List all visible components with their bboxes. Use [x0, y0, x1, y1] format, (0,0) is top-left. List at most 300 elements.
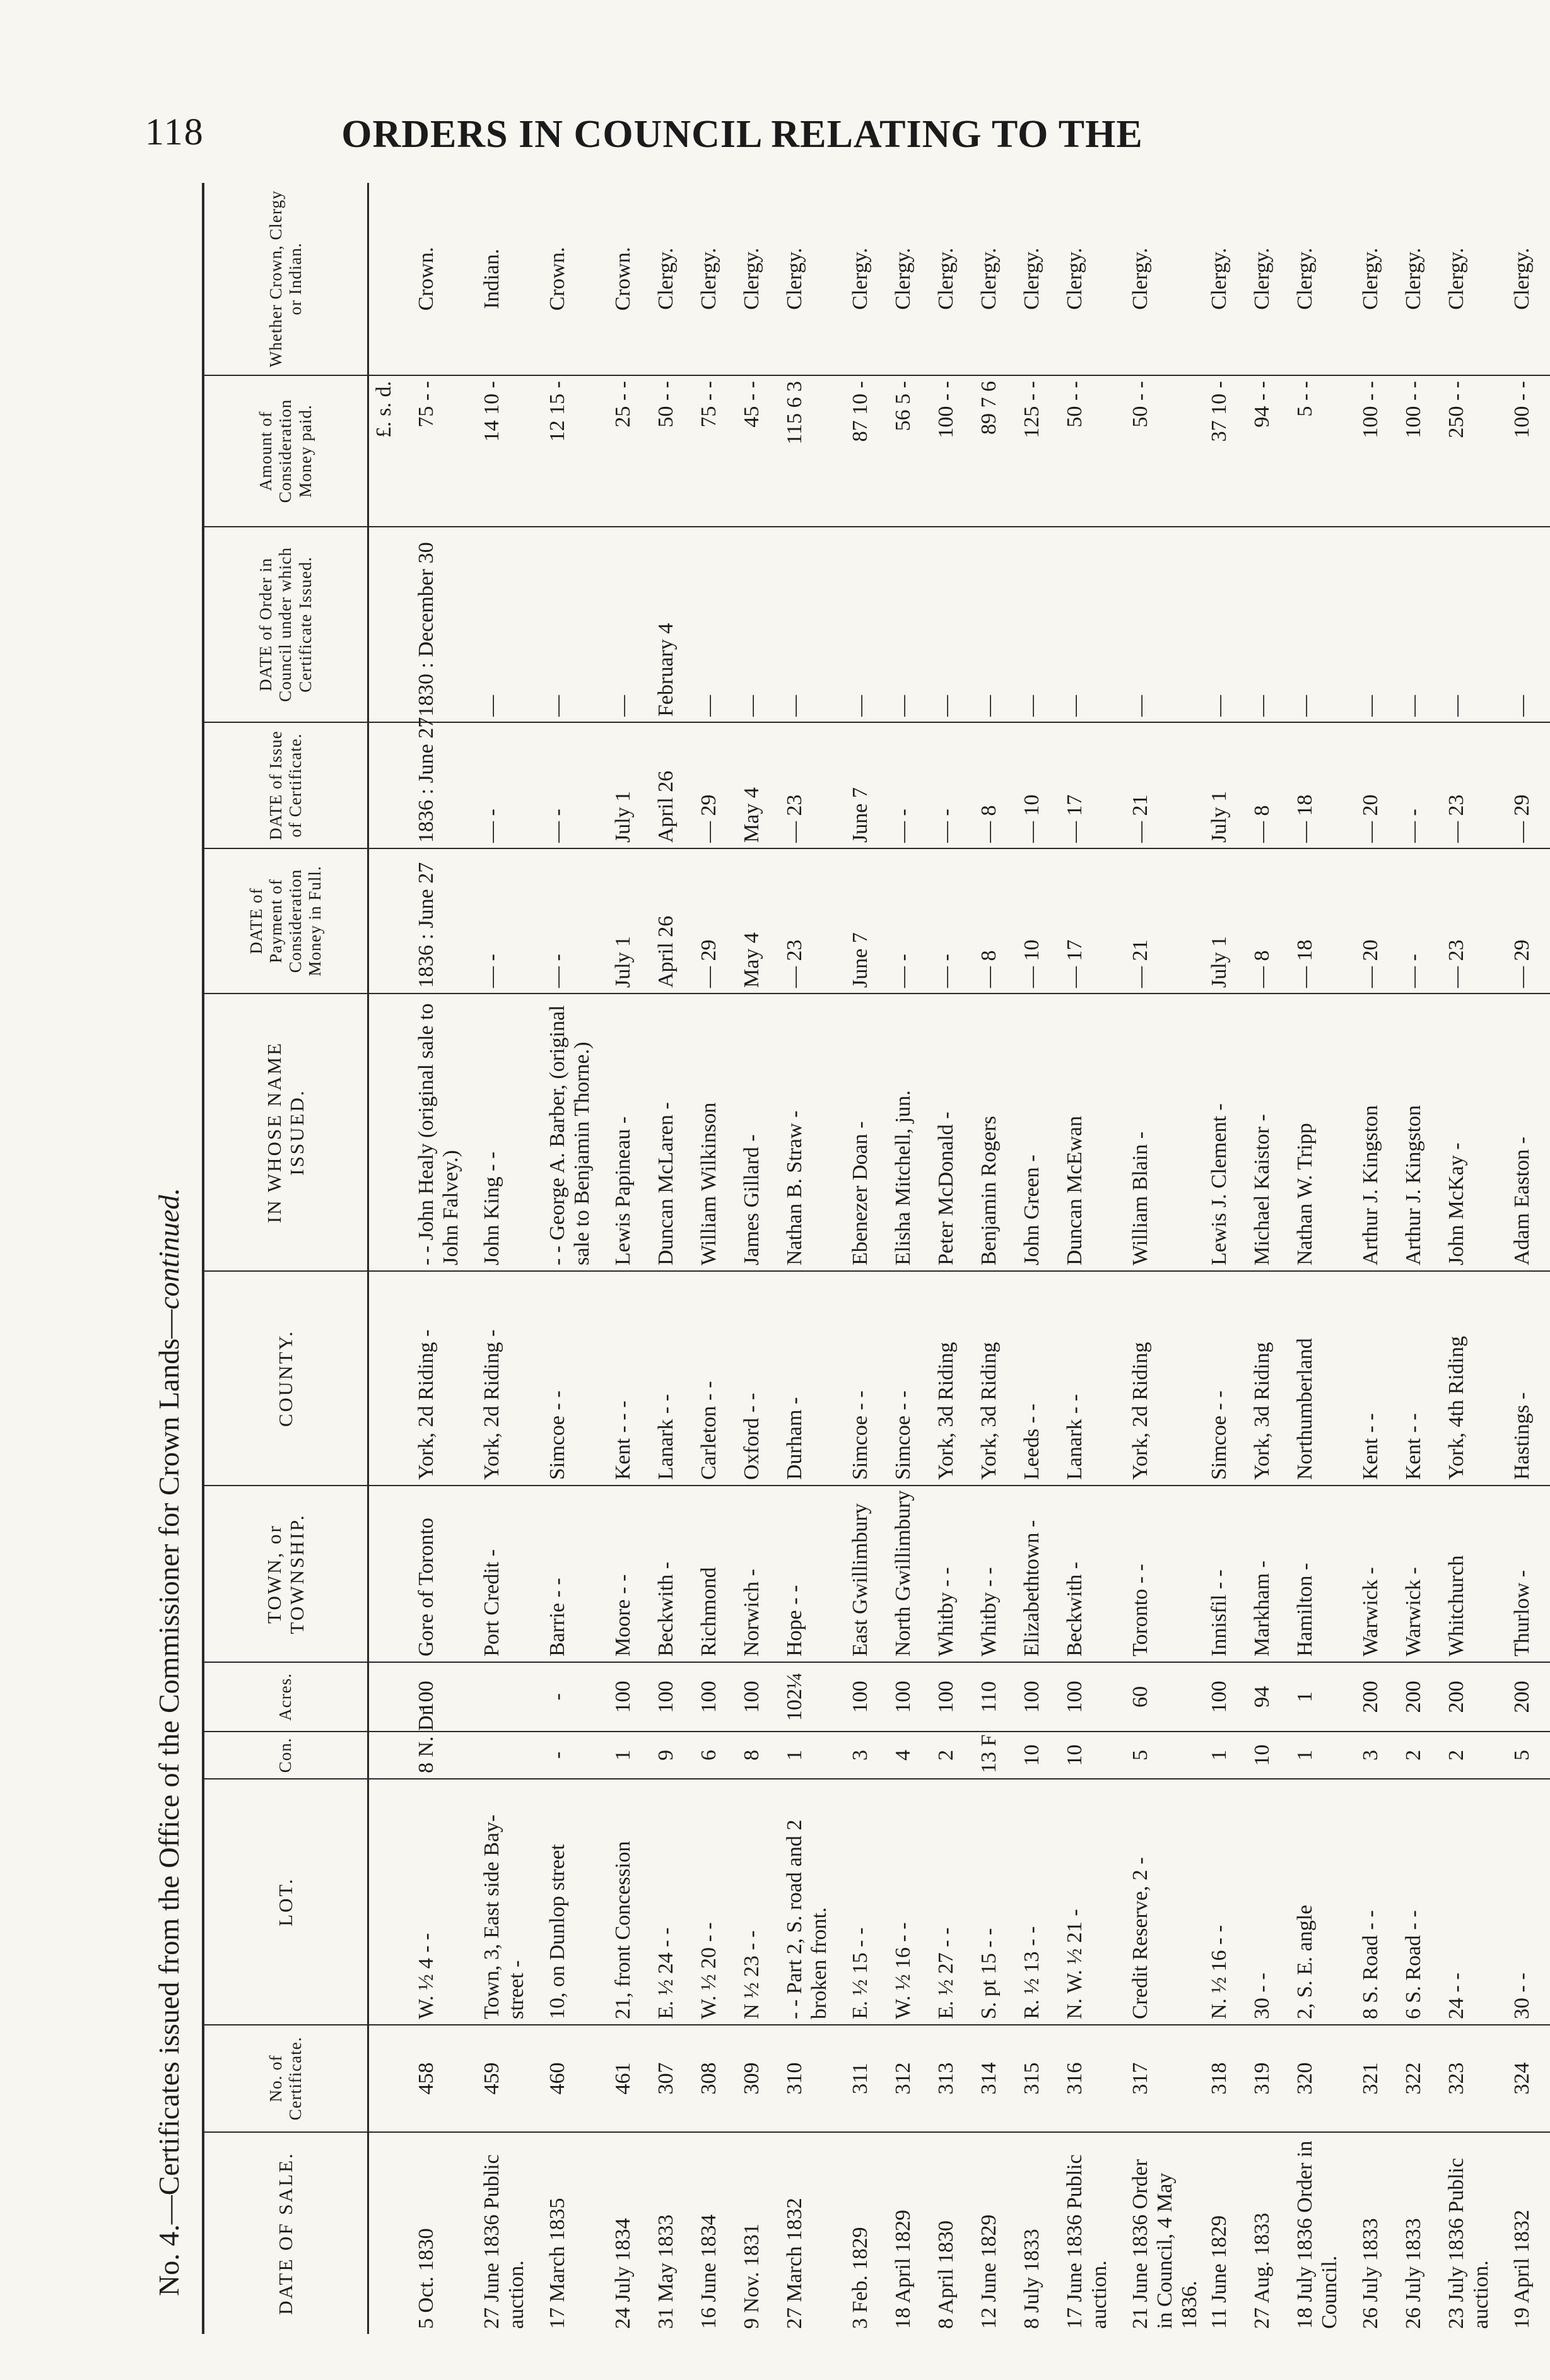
- cell-cert-no: 323: [1441, 2025, 1507, 2132]
- cell-date-of-sale: 19 April 1832: [1510, 2210, 1534, 2329]
- cell-lot: Credit Reserve, 2 -: [1125, 1779, 1204, 2025]
- cell-acres: 102¼: [780, 1662, 845, 1732]
- units-spacer: [368, 2025, 411, 2132]
- cell-amount: 94 - -: [1247, 375, 1290, 527]
- cell-county: York, 4th Riding: [1441, 1271, 1507, 1486]
- cell-county: Hastings -: [1507, 1271, 1550, 1486]
- cell-county: York, 3d Riding: [1247, 1271, 1290, 1486]
- cell-date-issue: — -: [931, 722, 974, 848]
- cell-cert-no: 315: [1017, 2025, 1060, 2132]
- cell-date-order: —: [1356, 527, 1399, 722]
- table-row: [608, 183, 651, 2334]
- cell-reserve: Clergy.: [1399, 183, 1441, 375]
- cell-name: - - John Healy (original sale to John Falvey.): [411, 994, 477, 1271]
- cell-date-order: February 4: [651, 527, 694, 722]
- cell-con: 10: [1017, 1732, 1060, 1779]
- header-date-payment: DATE of Payment of Consideration Money in Full.: [203, 848, 368, 994]
- cell-date-of-sale: 26 July 1833: [1401, 2218, 1425, 2329]
- cell-county: Kent - -: [1356, 1271, 1399, 1486]
- cell-county: York, 2d Riding -: [477, 1271, 543, 1486]
- cell-date-order: 1830 : December 30: [411, 527, 477, 722]
- cell-date-payment: May 4: [737, 848, 780, 994]
- cell-reserve: Clergy.: [1441, 183, 1507, 375]
- cell-lot: 21, front Concession: [608, 1779, 651, 2025]
- cell-date-of-sale: 31 May 1833: [654, 2214, 678, 2329]
- cell-amount: 100 - -: [931, 375, 974, 527]
- cell-reserve: Clergy.: [1507, 183, 1550, 375]
- header-date-issue: DATE of Issue of Certificate.: [203, 722, 368, 848]
- cell-amount: 89 7 6: [974, 375, 1017, 527]
- cell-township: Warwick -: [1356, 1486, 1399, 1662]
- cell-amount: 37 10 -: [1204, 375, 1247, 527]
- table-row: [651, 183, 694, 2334]
- cell-con: 1: [1204, 1732, 1247, 1779]
- units-spacer: [368, 1486, 411, 1662]
- cell-cert-no: 458: [411, 2025, 477, 2132]
- table-row: [1441, 183, 1507, 2334]
- cell-township: Hamilton -: [1290, 1486, 1356, 1662]
- header-cert-no: No. of Certificate.: [203, 2025, 368, 2132]
- cell-date-issue: — -: [477, 722, 543, 848]
- cell-date-issue: — 8: [1247, 722, 1290, 848]
- cell-township: Beckwith -: [1060, 1486, 1125, 1662]
- cell-cert-no: 322: [1399, 2025, 1441, 2132]
- table-row: [1399, 183, 1441, 2334]
- units-spacer: [368, 1271, 411, 1486]
- cell-acres: 100: [411, 1662, 477, 1732]
- cell-date-issue: 1836 : June 27: [411, 722, 477, 848]
- cell-con: 2: [1441, 1732, 1507, 1779]
- cell-acres: 100: [931, 1662, 974, 1732]
- cell-county: Durham -: [780, 1271, 845, 1486]
- cell-date-issue: — 20: [1356, 722, 1399, 848]
- cell-date-order: —: [543, 527, 608, 722]
- cell-name: Lewis J. Clement -: [1204, 994, 1247, 1271]
- cell-date-order: —: [1247, 527, 1290, 722]
- cell-township: North Gwillimbury: [888, 1486, 931, 1662]
- cell-cert-no: 309: [737, 2025, 780, 2132]
- cell-amount: 250 - -: [1441, 375, 1507, 527]
- cell-name: Ebenezer Doan -: [845, 994, 888, 1271]
- cell-lot: Town, 3, East side Bay-street -: [477, 1779, 543, 2025]
- cell-con: 10: [1060, 1732, 1125, 1779]
- cell-lot: W. ½ 20 - -: [694, 1779, 737, 2025]
- cell-date-of-sale: 27 June 1836 Public auction.: [479, 2154, 528, 2329]
- cell-name: William Wilkinson: [694, 994, 737, 1271]
- cell-lot: E. ½ 15 - -: [845, 1779, 888, 2025]
- cell-date-of-sale: 8 April 1830: [934, 2220, 958, 2329]
- cell-amount: 75 - -: [411, 375, 477, 527]
- cell-reserve: Clergy.: [694, 183, 737, 375]
- units-spacer: [368, 848, 411, 994]
- cell-township: East Gwillimbury: [845, 1486, 888, 1662]
- cell-township: Thurlow -: [1507, 1486, 1550, 1662]
- cell-acres: 200: [1399, 1662, 1441, 1732]
- cell-lot: - - Part 2, S. road and 2 broken front.: [780, 1779, 845, 2025]
- cell-date-payment: 1836 : June 27: [411, 848, 477, 994]
- cell-name: Duncan McEwan: [1060, 994, 1125, 1271]
- caption-prefix: No. 4.—Certificates issued from the Office of the Commissioner for Crown Lands—: [153, 1309, 185, 2296]
- cell-reserve: Clergy.: [651, 183, 694, 375]
- cell-date-order: —: [1441, 527, 1507, 722]
- cell-con: 8: [737, 1732, 780, 1779]
- units-spacer: [368, 1779, 411, 2025]
- cell-reserve: Clergy.: [1125, 183, 1204, 375]
- cell-date-order: —: [1399, 527, 1441, 722]
- header-amount: Amount of Consideration Money paid.: [203, 375, 368, 527]
- cell-reserve: Clergy.: [1290, 183, 1356, 375]
- cell-township: Markham -: [1247, 1486, 1290, 1662]
- cell-date-payment: — -: [888, 848, 931, 994]
- cell-cert-no: 313: [931, 2025, 974, 2132]
- cell-date-payment: July 1: [608, 848, 651, 994]
- certificates-table: [202, 183, 1550, 2334]
- cell-con: 3: [1356, 1732, 1399, 1779]
- cell-amount: 50 - -: [651, 375, 694, 527]
- cell-date-issue: April 26: [651, 722, 694, 848]
- cell-name: Adam Easton -: [1507, 994, 1550, 1271]
- cell-cert-no: 461: [608, 2025, 651, 2132]
- cell-cert-no: 310: [780, 2025, 845, 2132]
- cell-reserve: Clergy.: [845, 183, 888, 375]
- cell-county: Lanark - -: [1060, 1271, 1125, 1486]
- cell-acres: 100: [1204, 1662, 1247, 1732]
- cell-con: 1: [608, 1732, 651, 1779]
- cell-date-of-sale: 18 April 1829: [891, 2210, 915, 2329]
- cell-cert-no: 317: [1125, 2025, 1204, 2132]
- cell-cert-no: 307: [651, 2025, 694, 2132]
- table-row: [1060, 183, 1125, 2334]
- cell-township: Whitchurch: [1441, 1486, 1507, 1662]
- cell-amount: 12 15 -: [543, 375, 608, 527]
- cell-date-issue: — 29: [1507, 722, 1550, 848]
- cell-date-payment: June 7: [845, 848, 888, 994]
- cell-date-payment: — 18: [1290, 848, 1356, 994]
- cell-amount: 125 - -: [1017, 375, 1060, 527]
- cell-date-of-sale: 3 Feb. 1829: [848, 2227, 872, 2329]
- cell-reserve: Crown.: [608, 183, 651, 375]
- cell-date-order: —: [974, 527, 1017, 722]
- cell-acres: 1: [1290, 1662, 1356, 1732]
- cell-county: Lanark - -: [651, 1271, 694, 1486]
- cell-date-of-sale: 12 June 1829: [977, 2214, 1001, 2329]
- cell-date-of-sale: 18 July 1836 Order in Council.: [1293, 2140, 1341, 2329]
- cell-date-order: —: [845, 527, 888, 722]
- cell-con: 1: [1290, 1732, 1356, 1779]
- cell-reserve: Clergy.: [888, 183, 931, 375]
- cell-cert-no: 321: [1356, 2025, 1399, 2132]
- cell-con: 2: [1399, 1732, 1441, 1779]
- units-row: [368, 183, 411, 2334]
- cell-cert-no: 320: [1290, 2025, 1356, 2132]
- cell-amount: 25 - -: [608, 375, 651, 527]
- cell-county: York, 3d Riding: [974, 1271, 1017, 1486]
- cell-date-payment: — 29: [694, 848, 737, 994]
- cell-date-order: —: [608, 527, 651, 722]
- cell-reserve: Clergy.: [931, 183, 974, 375]
- table-row: [694, 183, 737, 2334]
- table-row: [931, 183, 974, 2334]
- cell-cert-no: 324: [1507, 2025, 1550, 2132]
- cell-date-of-sale: 8 July 1833: [1019, 2229, 1043, 2329]
- table-row: [411, 183, 477, 2334]
- cell-reserve: Clergy.: [974, 183, 1017, 375]
- table-caption: [139, 183, 199, 2334]
- cell-date-payment: — -: [543, 848, 608, 994]
- cell-amount: 50 - -: [1060, 375, 1125, 527]
- cell-date-payment: July 1: [1204, 848, 1247, 994]
- cell-lot: W. ½ 16 - -: [888, 1779, 931, 2025]
- cell-cert-no: 460: [543, 2025, 608, 2132]
- cell-amount: 100 - -: [1356, 375, 1399, 527]
- cell-reserve: Clergy.: [1204, 183, 1247, 375]
- cell-county: York, 2d Riding: [1125, 1271, 1204, 1486]
- cell-county: Oxford - -: [737, 1271, 780, 1486]
- cell-date-payment: April 26: [651, 848, 694, 994]
- cell-cert-no: 312: [888, 2025, 931, 2132]
- cell-reserve: Clergy.: [1356, 183, 1399, 375]
- cell-date-of-sale: 11 June 1829: [1207, 2215, 1231, 2329]
- table-row: [1017, 183, 1060, 2334]
- cell-con: 10: [1247, 1732, 1290, 1779]
- cell-cert-no: 311: [845, 2025, 888, 2132]
- cell-county: York, 2d Riding -: [411, 1271, 477, 1486]
- units-spacer: [368, 1662, 411, 1732]
- cell-date-of-sale: 27 Aug. 1833: [1250, 2212, 1274, 2329]
- cell-date-order: —: [1017, 527, 1060, 722]
- cell-township: Whitby - -: [931, 1486, 974, 1662]
- units-spacer: [368, 994, 411, 1271]
- cell-date-issue: — 21: [1125, 722, 1204, 848]
- units-spacer: [368, 722, 411, 848]
- cell-lot: 30 - -: [1507, 1779, 1550, 2025]
- cell-amount: 75 - -: [694, 375, 737, 527]
- header-county: COUNTY.: [203, 1271, 368, 1486]
- cell-amount: 100 - -: [1399, 375, 1441, 527]
- cell-con: 9: [651, 1732, 694, 1779]
- units-spacer: [368, 527, 411, 722]
- cell-acres: 100: [651, 1662, 694, 1732]
- cell-name: John Green -: [1017, 994, 1060, 1271]
- cell-cert-no: 308: [694, 2025, 737, 2132]
- table-row: [1125, 183, 1204, 2334]
- cell-con: 13 F: [974, 1732, 1017, 1779]
- cell-date-issue: July 1: [1204, 722, 1247, 848]
- cell-amount: 115 6 3: [780, 375, 845, 527]
- cell-lot: E. ½ 27 - -: [931, 1779, 974, 2025]
- cell-amount: 87 10 -: [845, 375, 888, 527]
- cell-date-order: —: [694, 527, 737, 722]
- cell-acres: 100: [1060, 1662, 1125, 1732]
- cell-acres: 100: [737, 1662, 780, 1732]
- cell-date-issue: — -: [1399, 722, 1441, 848]
- cell-amount: 14 10 -: [477, 375, 543, 527]
- units-spacer: [368, 2132, 411, 2334]
- cell-county: Carleton - -: [694, 1271, 737, 1486]
- cell-amount: 50 - -: [1125, 375, 1204, 527]
- cell-name: John King - -: [477, 994, 543, 1271]
- cell-name: Michael Kaistor -: [1247, 994, 1290, 1271]
- cell-name: Arthur J. Kingston: [1356, 994, 1399, 1271]
- cell-con: 5: [1507, 1732, 1550, 1779]
- cell-lot: S. pt 15 - -: [974, 1779, 1017, 2025]
- cell-date-payment: — 17: [1060, 848, 1125, 994]
- cell-date-issue: — 23: [1441, 722, 1507, 848]
- table-row: [845, 183, 888, 2334]
- cell-cert-no: 459: [477, 2025, 543, 2132]
- cell-reserve: Crown.: [411, 183, 477, 375]
- cell-township: Norwich -: [737, 1486, 780, 1662]
- cell-date-order: —: [1507, 527, 1550, 722]
- header-lot: LOT.: [203, 1779, 368, 2025]
- cell-township: Elizabethtown -: [1017, 1486, 1060, 1662]
- table-row: [1356, 183, 1399, 2334]
- cell-reserve: Clergy.: [737, 183, 780, 375]
- table-row: [477, 183, 543, 2334]
- cell-county: Northumberland: [1290, 1271, 1356, 1486]
- cell-date-of-sale: 26 July 1833: [1358, 2218, 1382, 2329]
- cell-lot: R. ½ 13 - -: [1017, 1779, 1060, 2025]
- cell-township: Beckwith -: [651, 1486, 694, 1662]
- header-row: [203, 183, 368, 2334]
- cell-acres: 100: [845, 1662, 888, 1732]
- header-date-order: DATE of Order in Council under which Certificate Issued.: [203, 527, 368, 722]
- page-number: 118: [145, 111, 204, 153]
- cell-date-of-sale: 23 July 1836 Public auction.: [1444, 2157, 1493, 2329]
- cell-date-issue: June 7: [845, 722, 888, 848]
- cell-reserve: Crown.: [543, 183, 608, 375]
- cell-con: 6: [694, 1732, 737, 1779]
- cell-name: Duncan McLaren -: [651, 994, 694, 1271]
- cell-date-payment: — 21: [1125, 848, 1204, 994]
- cell-county: Simcoe - -: [543, 1271, 608, 1486]
- cell-lot: 6 S. Road - -: [1399, 1779, 1441, 2025]
- header-acres: Acres.: [203, 1662, 368, 1732]
- cell-township: Barrie - -: [543, 1486, 608, 1662]
- cell-acres: 100: [608, 1662, 651, 1732]
- rotated-table-region: [139, 183, 1534, 2334]
- cell-date-issue: — 8: [974, 722, 1017, 848]
- table-row: [780, 183, 845, 2334]
- cell-amount: 56 5 -: [888, 375, 931, 527]
- cell-date-issue: — 17: [1060, 722, 1125, 848]
- cell-cert-no: 318: [1204, 2025, 1247, 2132]
- cell-date-payment: — -: [1399, 848, 1441, 994]
- cell-date-issue: — -: [543, 722, 608, 848]
- cell-amount: 45 - -: [737, 375, 780, 527]
- cell-date-issue: — 18: [1290, 722, 1356, 848]
- header-con: Con.: [203, 1732, 368, 1779]
- cell-reserve: Clergy.: [1060, 183, 1125, 375]
- cell-acres: 100: [888, 1662, 931, 1732]
- cell-name: - - George A. Barber, (original sale to Benjamin Thorne.): [543, 994, 608, 1271]
- cell-township: Gore of Toronto: [411, 1486, 477, 1662]
- header-date-of-sale: DATE OF SALE.: [203, 2132, 368, 2334]
- cell-con: 3: [845, 1732, 888, 1779]
- header-township: TOWN, or TOWNSHIP.: [203, 1486, 368, 1662]
- cell-date-order: —: [1060, 527, 1125, 722]
- cell-amount: 5 - -: [1290, 375, 1356, 527]
- table-body: [368, 183, 1550, 2334]
- units-spacer: [368, 1732, 411, 1779]
- cell-name: Arthur J. Kingston: [1399, 994, 1441, 1271]
- cell-date-of-sale: 5 Oct. 1830: [414, 2228, 438, 2329]
- cell-date-issue: May 4: [737, 722, 780, 848]
- cell-township: Warwick -: [1399, 1486, 1441, 1662]
- cell-con: 1: [780, 1732, 845, 1779]
- cell-date-issue: — 10: [1017, 722, 1060, 848]
- cell-lot: N ½ 23 - -: [737, 1779, 780, 2025]
- table-row: [1290, 183, 1356, 2334]
- cell-name: William Blain -: [1125, 994, 1204, 1271]
- cell-con: 2: [931, 1732, 974, 1779]
- cell-township: Innisfil - -: [1204, 1486, 1247, 1662]
- cell-acres: 100: [694, 1662, 737, 1732]
- cell-acres: 110: [974, 1662, 1017, 1732]
- cell-county: Kent - - -: [608, 1271, 651, 1486]
- cell-acres: 100: [1017, 1662, 1060, 1732]
- cell-date-order: —: [1290, 527, 1356, 722]
- table-row: [1507, 183, 1550, 2334]
- cell-date-payment: — 8: [1247, 848, 1290, 994]
- cell-name: John McKay -: [1441, 994, 1507, 1271]
- cell-date-payment: — 8: [974, 848, 1017, 994]
- cell-date-payment: — 29: [1507, 848, 1550, 994]
- cell-township: Moore - -: [608, 1486, 651, 1662]
- cell-name: Lewis Papineau -: [608, 994, 651, 1271]
- cell-cert-no: 319: [1247, 2025, 1290, 2132]
- table-row: [543, 183, 608, 2334]
- cell-county: York, 3d Riding: [931, 1271, 974, 1486]
- cell-date-of-sale: 27 March 1832: [782, 2198, 806, 2329]
- cell-lot: 10, on Dunlop street: [543, 1779, 608, 2025]
- cell-date-of-sale: 16 June 1834: [696, 2214, 720, 2329]
- cell-township: Port Credit -: [477, 1486, 543, 1662]
- cell-con: 4: [888, 1732, 931, 1779]
- cell-lot: 2, S. E. angle: [1290, 1779, 1356, 2025]
- cell-con: 8 N. Dn: [411, 1732, 477, 1779]
- cell-township: Whitby - -: [974, 1486, 1017, 1662]
- cell-acres: 94: [1247, 1662, 1290, 1732]
- cell-date-payment: — 20: [1356, 848, 1399, 994]
- cell-lot: W. ½ 4 - -: [411, 1779, 477, 2025]
- cell-date-of-sale: 17 March 1835: [545, 2198, 569, 2329]
- cell-date-order: —: [477, 527, 543, 722]
- cell-date-issue: — 29: [694, 722, 737, 848]
- cell-date-issue: — -: [888, 722, 931, 848]
- cell-lot: N. W. ½ 21 -: [1060, 1779, 1125, 2025]
- cell-date-order: —: [931, 527, 974, 722]
- cell-date-issue: — 23: [780, 722, 845, 848]
- running-head: ORDERS IN COUNCIL RELATING TO THE: [341, 113, 1143, 156]
- cell-acres: 200: [1356, 1662, 1399, 1732]
- table-row: [974, 183, 1017, 2334]
- cell-lot: 24 - -: [1441, 1779, 1507, 2025]
- cell-date-of-sale: 17 June 1836 Public auction.: [1062, 2154, 1111, 2329]
- cell-date-payment: — -: [931, 848, 974, 994]
- cell-name: Peter McDonald -: [931, 994, 974, 1271]
- table-row: [1247, 183, 1290, 2334]
- cell-township: Hope - -: [780, 1486, 845, 1662]
- cell-date-payment: — 23: [1441, 848, 1507, 994]
- cell-township: Toronto - -: [1125, 1486, 1204, 1662]
- cell-date-order: —: [1125, 527, 1204, 722]
- cell-reserve: Indian.: [477, 183, 543, 375]
- cell-county: Leeds - -: [1017, 1271, 1060, 1486]
- cell-date-order: —: [1204, 527, 1247, 722]
- caption-suffix: continued.: [153, 1187, 185, 1310]
- cell-date-payment: — -: [477, 848, 543, 994]
